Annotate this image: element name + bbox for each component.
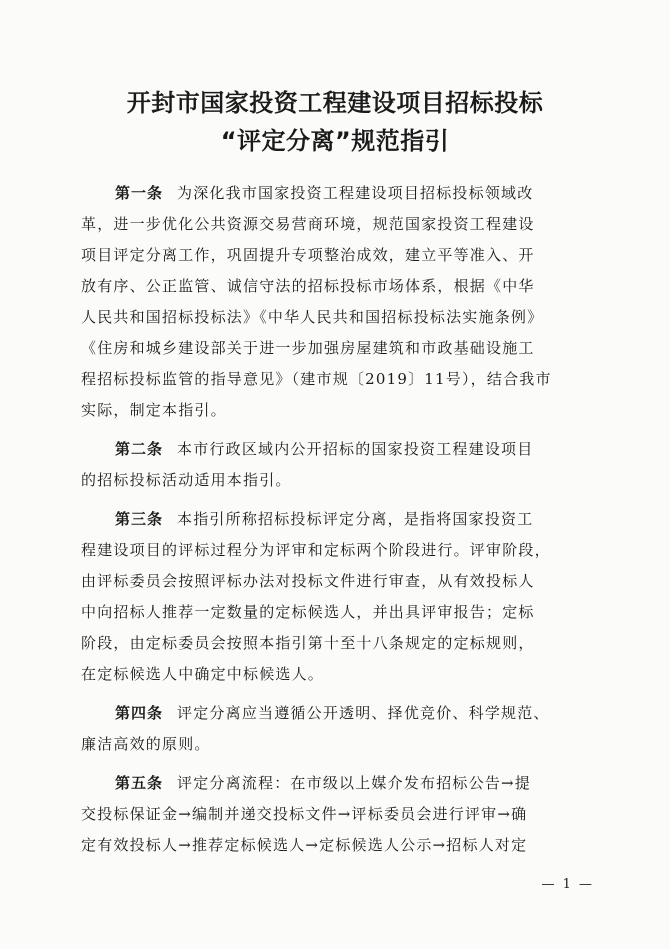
line-text: 定有效投标人→推荐定标候选人→定标候选人公示→招标人对定 xyxy=(81,836,528,854)
line-text: 本指引所称招标投标评定分离，是指将国家投资工 xyxy=(177,510,534,528)
paragraph-line xyxy=(81,271,601,302)
paragraph-line xyxy=(81,504,601,535)
paragraph-line xyxy=(81,302,601,333)
document-title xyxy=(0,84,670,160)
article-paragraph xyxy=(81,698,601,760)
line-text: 为深化我市国家投资工程建设项目招标投标领域改 xyxy=(177,184,534,202)
line-text: 实际，制定本指引。 xyxy=(81,401,227,419)
document-body xyxy=(81,178,601,869)
article-label: 第三条 xyxy=(115,510,164,528)
line-text: 评定分离应当遵循公开透明、择优竞价、科学规范、 xyxy=(177,704,550,722)
paragraph-line xyxy=(81,395,601,426)
article-paragraph xyxy=(81,768,601,861)
line-text: 中向招标人推荐一定数量的定标候选人，并出具评审报告；定标 xyxy=(81,603,535,621)
line-text: 廉洁高效的原则。 xyxy=(81,735,211,753)
article-paragraph xyxy=(81,504,601,690)
line-text: 本市行政区域内公开招标的国家投资工程建设项目 xyxy=(177,440,534,458)
article-label: 第五条 xyxy=(115,774,164,792)
title-line-1: 开封市国家投资工程建设项目招标投标 xyxy=(126,89,544,117)
article-paragraph xyxy=(81,434,601,496)
paragraph-line xyxy=(81,535,601,566)
line-text: 在定标候选人中确定中标候选人。 xyxy=(81,665,325,683)
line-text: 程建设项目的评标过程分为评审和定标两个阶段进行。评审阶段， xyxy=(81,541,551,559)
paragraph-line xyxy=(81,178,601,209)
paragraph-line xyxy=(81,465,601,496)
line-text: 的招标投标活动适用本指引。 xyxy=(81,471,292,489)
paragraph-line xyxy=(81,698,601,729)
line-text: 《住房和城乡建设部关于进一步加强房屋建筑和市政基础设施工 xyxy=(81,339,535,357)
line-text: 评定分离流程：在市级以上媒介发布招标公告→提 xyxy=(177,774,531,792)
line-text: 交投标保证金→编制并递交投标文件→评标委员会进行评审→确 xyxy=(81,805,528,823)
line-text: 项目评定分离工作，巩固提升专项整治成效，建立平等准入、开 xyxy=(81,246,535,264)
paragraph-line xyxy=(81,628,601,659)
article-paragraph xyxy=(81,178,601,426)
paragraph-line xyxy=(81,768,601,799)
paragraph-line xyxy=(81,729,601,760)
paragraph-line xyxy=(81,597,601,628)
title-line-2: “评定分离”规范指引 xyxy=(220,127,450,155)
article-label: 第四条 xyxy=(115,704,164,722)
paragraph-line xyxy=(81,566,601,597)
paragraph-line xyxy=(81,240,601,271)
line-text: 由评标委员会按照评标办法对投标文件进行审查，从有效投标人 xyxy=(81,572,535,590)
paragraph-line xyxy=(81,659,601,690)
line-text: 阶段，由定标委员会按照本指引第十至十八条规定的定标规则， xyxy=(81,634,535,652)
line-text: 革，进一步优化公共资源交易营商环境，规范国家投资工程建设 xyxy=(81,215,535,233)
page-number: — 1 — xyxy=(541,877,594,892)
paragraph-line xyxy=(81,799,601,830)
paragraph-line xyxy=(81,209,601,240)
paragraph-line xyxy=(81,364,601,395)
line-text: 程招标投标监管的指导意见》（建市规〔2019〕11号），结合我市 xyxy=(81,370,552,388)
paragraph-line xyxy=(81,434,601,465)
article-label: 第一条 xyxy=(115,184,164,202)
paragraph-line xyxy=(81,333,601,364)
paragraph-line xyxy=(81,830,601,861)
line-text: 人民共和国招标投标法》《中华人民共和国招标投标法实施条例》 xyxy=(81,308,544,326)
article-label: 第二条 xyxy=(115,440,164,458)
line-text: 放有序、公正监管、诚信守法的招标投标市场体系，根据《中华 xyxy=(81,277,535,295)
